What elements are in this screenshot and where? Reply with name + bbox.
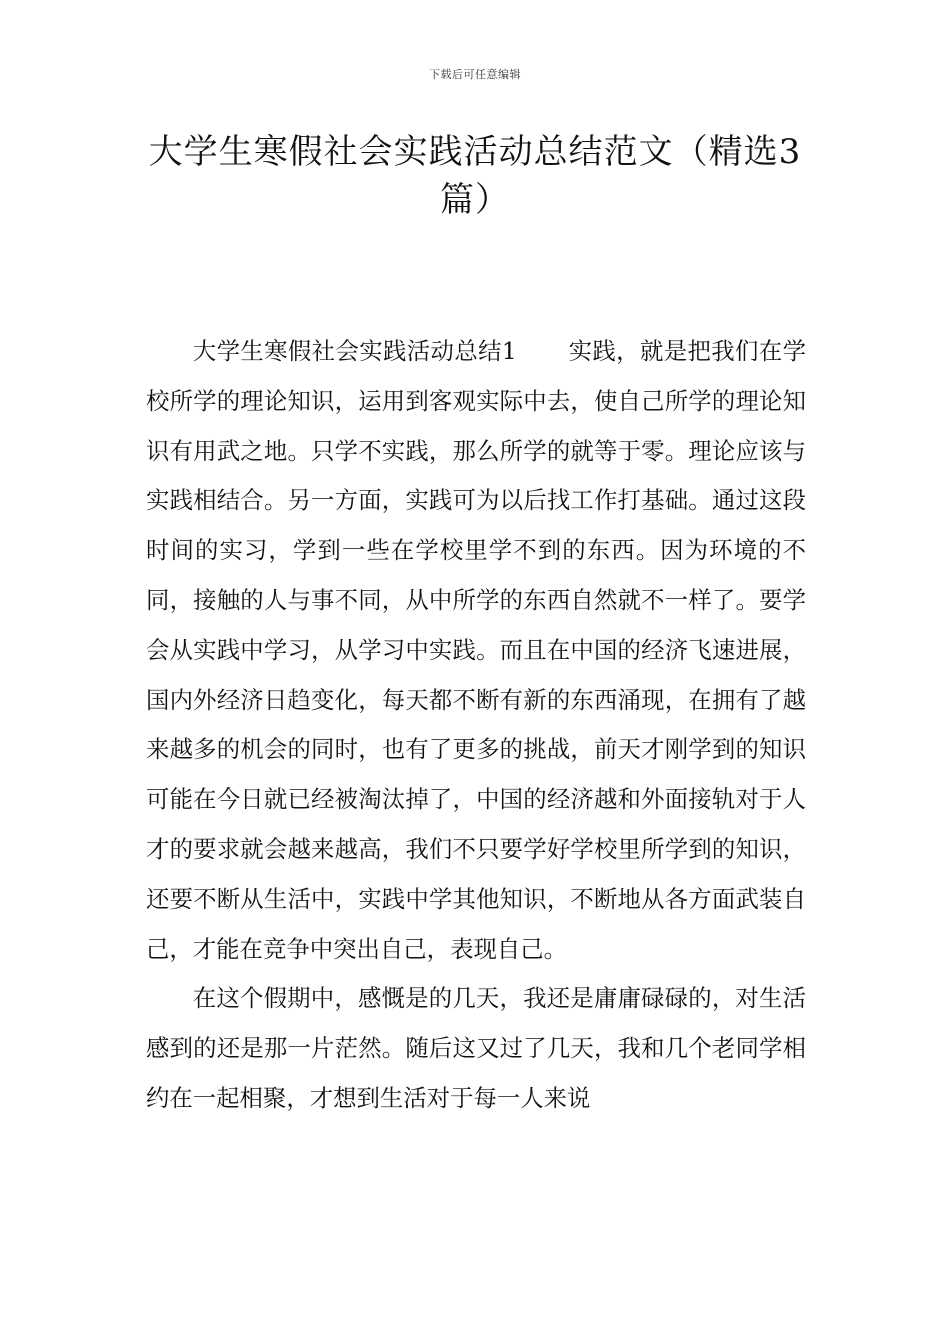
paragraph-1-text: 实践，就是把我们在学校所学的理论知识，运用到客观实际中去，使自己所学的理论知识有用武之地。只学不实践，那么所学的就等于零。理论应该与实践相结合。另一方面，实践可为以后找工作打基础。通过这段时间的实习，学到一些在学校里学不到的东西。因为环境的不同，接触的人与事不同，从中所学的东西自然就不一样了。要学会从实践中学习，从学习中实践。而且在中国的经济飞速进展，国内外经济日趋变化，每天都不断有新的东西涌现，在拥有了越来越多的机会的同时，也有了更多的挑战，前天才刚学到的知识可能在今日就已经被淘汰掉了，中国的经济越和外面接轨对于人才的要求就会越来越高，我们不只要学好学校里所学到的知识，还要不断从生活中，实践中学其他知识，不断地从各方面武装自己，才能在竞争中突出自己，表现自己。 — [146, 337, 806, 963]
paragraph-2: 在这个假期中，感慨是的几天，我还是庸庸碌碌的，对生活感到的还是那一片茫然。随后这又过了几天，我和几个老同学相约在一起相聚，才想到生活对于每一人来说 — [146, 984, 806, 1112]
section-heading: 大学生寒假社会实践活动总结1 — [192, 337, 517, 365]
document-body — [146, 327, 806, 1124]
paragraph-1 — [146, 327, 806, 974]
header-note: 下载后可任意编辑 — [429, 68, 521, 81]
document-title: 大学生寒假社会实践活动总结范文（精选3篇） — [148, 132, 802, 220]
